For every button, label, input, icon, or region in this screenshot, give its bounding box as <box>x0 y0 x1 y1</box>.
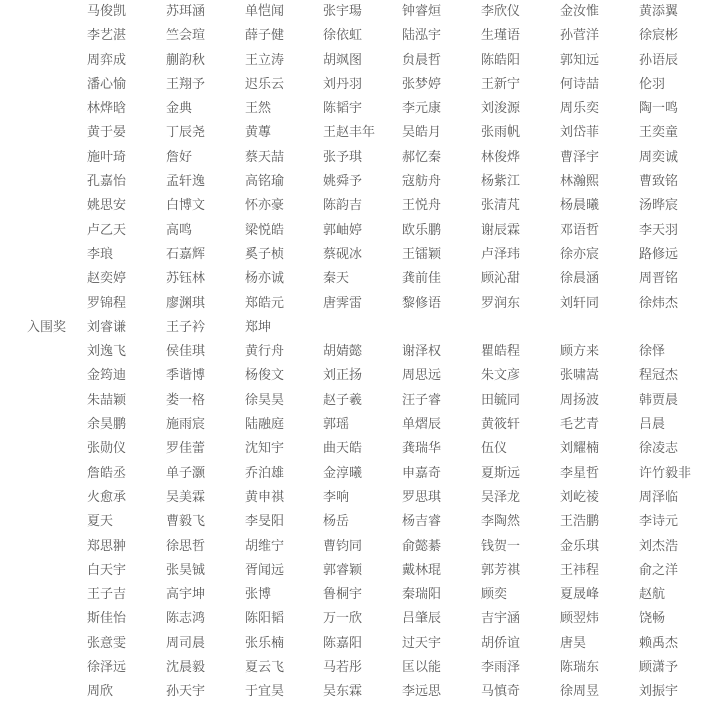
name-cell: 吕晨 <box>639 417 666 433</box>
name-cell: 陈嘉阳 <box>323 635 363 651</box>
table-row <box>0 535 719 559</box>
table-row <box>0 364 719 388</box>
name-cell: 郑坤 <box>245 319 272 335</box>
name-cell: 徐周昱 <box>560 684 600 700</box>
name-cell: 刘轩同 <box>560 295 600 311</box>
name-cell: 姚思安 <box>87 198 127 214</box>
name-cell: 金淳曦 <box>323 465 363 481</box>
name-cell: 赖禹杰 <box>639 635 679 651</box>
name-cell: 顾沁甜 <box>481 271 521 287</box>
name-cell: 俞之洋 <box>639 562 679 578</box>
name-cell: 郭瑶 <box>323 417 350 433</box>
name-cell: 孙语辰 <box>639 52 679 68</box>
name-cell: 俞懿綦 <box>402 538 442 554</box>
name-cell: 饶畅 <box>639 611 666 627</box>
name-cell: 杨紫江 <box>481 174 521 190</box>
name-cell: 李艺湛 <box>87 28 127 44</box>
name-cell: 王浩鹏 <box>560 514 600 530</box>
name-cell: 曹致铭 <box>639 174 679 190</box>
name-cell: 张清芃 <box>481 198 521 214</box>
name-cell: 王奕童 <box>639 125 679 141</box>
table-row <box>0 146 719 170</box>
name-cell: 刘耀楠 <box>560 441 600 457</box>
name-cell: 张宇瑒 <box>323 4 363 19</box>
name-cell: 张昊铖 <box>166 562 206 578</box>
name-cell: 李琅 <box>87 246 114 262</box>
table-row <box>0 316 719 340</box>
name-cell: 施叶琦 <box>87 149 127 165</box>
name-cell: 龚瑞华 <box>402 441 442 457</box>
name-cell: 李天羽 <box>639 222 679 238</box>
name-cell: 贠晨哲 <box>402 52 442 68</box>
name-cell: 火愈承 <box>87 489 127 505</box>
name-cell: 王立涛 <box>245 52 285 68</box>
name-cell: 瞿皓程 <box>481 344 521 360</box>
name-cell: 毛艺青 <box>560 417 600 433</box>
name-cell: 李星哲 <box>560 465 600 481</box>
table-row <box>0 559 719 583</box>
name-cell: 刘岱菲 <box>560 125 600 141</box>
name-cell: 吴皓月 <box>402 125 442 141</box>
name-cell: 徐炜杰 <box>639 295 679 311</box>
name-cell: 欧乐鹏 <box>402 222 442 238</box>
name-cell: 吴美霖 <box>166 489 206 505</box>
name-cell: 马若彤 <box>323 660 363 676</box>
name-cell: 李雨泽 <box>481 660 521 676</box>
name-cell: 罗润东 <box>481 295 521 311</box>
name-cell: 顾潇予 <box>639 660 679 676</box>
name-cell: 张勋仪 <box>87 441 127 457</box>
name-cell: 侯佳琪 <box>166 344 206 360</box>
name-cell: 马俊凯 <box>87 4 127 19</box>
name-cell: 孙天宇 <box>166 684 206 700</box>
name-cell: 孙菅洋 <box>560 28 600 44</box>
name-cell: 刘屹祾 <box>560 489 600 505</box>
name-cell: 郭岫婷 <box>323 222 363 238</box>
name-cell: 刘振宇 <box>639 684 679 700</box>
name-cell: 李欣仪 <box>481 4 521 19</box>
name-cell: 单恺闻 <box>245 4 285 19</box>
name-cell: 谢泽权 <box>402 344 442 360</box>
name-cell: 施雨宸 <box>166 417 206 433</box>
name-cell: 周扬波 <box>560 392 600 408</box>
name-cell: 曹泽宇 <box>560 149 600 165</box>
table-row <box>0 510 719 534</box>
name-cell: 罗锦程 <box>87 295 127 311</box>
name-cell: 李元康 <box>402 101 442 117</box>
name-cell: 王镭颖 <box>402 246 442 262</box>
table-row <box>0 170 719 194</box>
name-cell: 刘杰浩 <box>639 538 679 554</box>
name-cell: 万一欣 <box>323 611 363 627</box>
name-cell: 高铭瑜 <box>245 174 285 190</box>
name-cell: 林瀚熙 <box>560 174 600 190</box>
name-cell: 丁辰尧 <box>166 125 206 141</box>
table-row <box>0 0 719 24</box>
name-cell: 周弈成 <box>87 52 127 68</box>
name-cell: 杨晨曦 <box>560 198 600 214</box>
name-cell: 何诗喆 <box>560 76 600 92</box>
table-row <box>0 292 719 316</box>
name-cell: 吴泽龙 <box>481 489 521 505</box>
name-cell: 朱喆颖 <box>87 392 127 408</box>
name-cell: 孔嘉怡 <box>87 174 127 190</box>
name-cell: 于宜昊 <box>245 684 285 700</box>
table-row <box>0 121 719 145</box>
name-cell: 廖渊琪 <box>166 295 206 311</box>
name-cell: 沈知宇 <box>245 441 285 457</box>
name-cell: 徐亦宸 <box>560 246 600 262</box>
name-cell: 秦瑞阳 <box>402 587 442 603</box>
name-cell: 张予琪 <box>323 149 363 165</box>
name-cell: 刘睿谦 <box>87 319 127 335</box>
name-cell: 张啸嵩 <box>560 368 600 384</box>
name-cell: 曲天皓 <box>323 441 363 457</box>
name-cell: 谢辰霖 <box>481 222 521 238</box>
name-cell: 程冠杰 <box>639 368 679 384</box>
name-cell: 黄蓴 <box>245 125 272 141</box>
name-cell: 苏珥涵 <box>166 4 206 19</box>
name-cell: 乔泊雄 <box>245 465 285 481</box>
name-cell: 姚舜予 <box>323 174 363 190</box>
name-cell: 罗思琪 <box>402 489 442 505</box>
name-cell: 孟轩逸 <box>166 174 206 190</box>
name-cell: 徐思哲 <box>166 538 206 554</box>
table-row <box>0 607 719 631</box>
name-cell: 郑思翀 <box>87 538 127 554</box>
name-cell: 赵奕婷 <box>87 271 127 287</box>
name-cell: 周奕诚 <box>639 149 679 165</box>
name-cell: 金筠迪 <box>87 368 127 384</box>
name-cell: 郑皓元 <box>245 295 285 311</box>
name-cell: 赵航 <box>639 587 666 603</box>
name-cell: 顾翌炜 <box>560 611 600 627</box>
name-cell: 顾奕 <box>481 587 508 603</box>
name-cell: 王然 <box>245 101 272 117</box>
name-cell: 寇舫舟 <box>402 174 442 190</box>
name-cell: 薛子健 <box>245 28 285 44</box>
table-row <box>0 389 719 413</box>
name-cell: 秦天 <box>323 271 350 287</box>
name-cell: 奚子桢 <box>245 246 285 262</box>
name-cell: 顾方来 <box>560 344 600 360</box>
name-cell: 陆融庭 <box>245 417 285 433</box>
name-cell: 夏晟峰 <box>560 587 600 603</box>
name-cell: 王新宁 <box>481 76 521 92</box>
name-cell: 单熠辰 <box>402 417 442 433</box>
name-cell: 陆泓宇 <box>402 28 442 44</box>
name-cell: 张意雯 <box>87 635 127 651</box>
name-cell: 陈瑞东 <box>560 660 600 676</box>
name-cell: 高鸣 <box>166 222 193 238</box>
table-row <box>0 437 719 461</box>
table-row <box>0 462 719 486</box>
name-cell: 生瑾语 <box>481 28 521 44</box>
name-cell: 张梦婷 <box>402 76 442 92</box>
name-cell: 余昊鹏 <box>87 417 127 433</box>
name-cell: 徐晨涵 <box>560 271 600 287</box>
name-cell: 郝忆秦 <box>402 149 442 165</box>
name-cell: 郭睿颖 <box>323 562 363 578</box>
name-cell: 龚前佳 <box>402 271 442 287</box>
table-row <box>0 73 719 97</box>
table-row <box>0 267 719 291</box>
name-cell: 林烨晗 <box>87 101 127 117</box>
table-row <box>0 24 719 48</box>
name-cell: 过天宇 <box>402 635 442 651</box>
table-row <box>0 680 719 704</box>
name-cell: 杨俊文 <box>245 368 285 384</box>
name-cell: 吉宇涵 <box>481 611 521 627</box>
name-cell: 季谐博 <box>166 368 206 384</box>
name-cell: 杨吉睿 <box>402 514 442 530</box>
name-cell: 徐怿 <box>639 344 666 360</box>
name-cell: 黄添翼 <box>639 4 679 19</box>
name-cell: 斯佳怡 <box>87 611 127 627</box>
name-cell: 苏钰林 <box>166 271 206 287</box>
table-row <box>0 656 719 680</box>
name-cell: 卢乙天 <box>87 222 127 238</box>
name-cell: 陈韵吉 <box>323 198 363 214</box>
table-row <box>0 632 719 656</box>
name-cell: 林俊烨 <box>481 149 521 165</box>
name-cell: 钟睿烜 <box>402 4 442 19</box>
name-cell: 徐宸彬 <box>639 28 679 44</box>
name-cell: 张雨帆 <box>481 125 521 141</box>
name-cell: 杨岳 <box>323 514 350 530</box>
name-cell: 王翔予 <box>166 76 206 92</box>
name-cell: 刘浚源 <box>481 101 521 117</box>
table-row <box>0 194 719 218</box>
name-cell: 竺会瑄 <box>166 28 206 44</box>
name-cell: 蔡天喆 <box>245 149 285 165</box>
name-cell: 钱贺一 <box>481 538 521 554</box>
name-cell: 夏云飞 <box>245 660 285 676</box>
name-cell: 黄筱轩 <box>481 417 521 433</box>
name-cell: 周晋铭 <box>639 271 679 287</box>
name-cell: 王悦舟 <box>402 198 442 214</box>
name-cell: 刘逸飞 <box>87 344 127 360</box>
name-cell: 朱文彦 <box>481 368 521 384</box>
name-cell: 周司晨 <box>166 635 206 651</box>
name-cell: 曹钧同 <box>323 538 363 554</box>
name-cell: 韩贾晨 <box>639 392 679 408</box>
table-row <box>0 49 719 73</box>
name-cell: 伍仪 <box>481 441 508 457</box>
name-cell: 怀亦豪 <box>245 198 285 214</box>
name-cell: 胡婧懿 <box>323 344 363 360</box>
name-cell: 邓语哲 <box>560 222 600 238</box>
table-row <box>0 219 719 243</box>
name-cell: 李诗元 <box>639 514 679 530</box>
name-cell: 梁悦皓 <box>245 222 285 238</box>
name-cell: 徐凌志 <box>639 441 679 457</box>
name-cell: 蒯韵秋 <box>166 52 206 68</box>
name-cell: 李远思 <box>402 684 442 700</box>
name-cell: 单子灏 <box>166 465 206 481</box>
name-cell: 曹毅飞 <box>166 514 206 530</box>
name-cell: 申嘉奇 <box>402 465 442 481</box>
name-cell: 伦羽 <box>639 76 666 92</box>
name-cell: 黄于晏 <box>87 125 127 141</box>
name-cell: 张乐楠 <box>245 635 285 651</box>
name-cell: 罗佳蕾 <box>166 441 206 457</box>
name-cell: 李响 <box>323 489 350 505</box>
name-cell: 陶一鸣 <box>639 101 679 117</box>
name-cell: 詹皓丞 <box>87 465 127 481</box>
name-cell: 黄申祺 <box>245 489 285 505</box>
table-row <box>0 340 719 364</box>
section-label: 入围奖 <box>27 319 67 335</box>
name-cell: 刘正扬 <box>323 368 363 384</box>
name-cell: 唐霁雷 <box>323 295 363 311</box>
name-cell: 马慎奇 <box>481 684 521 700</box>
name-cell: 周思远 <box>402 368 442 384</box>
name-cell: 杨亦诚 <box>245 271 285 287</box>
name-cell: 徐依虹 <box>323 28 363 44</box>
name-cell: 陈志鸿 <box>166 611 206 627</box>
name-cell: 唐昊 <box>560 635 587 651</box>
name-cell: 吕肇辰 <box>402 611 442 627</box>
name-cell: 陈皓阳 <box>481 52 521 68</box>
name-cell: 卢泽玮 <box>481 246 521 262</box>
name-cell: 张博 <box>245 587 272 603</box>
name-cell: 赵子羲 <box>323 392 363 408</box>
name-cell: 李旻阳 <box>245 514 285 530</box>
name-cell: 胡飒图 <box>323 52 363 68</box>
name-cell: 夏天 <box>87 514 114 530</box>
name-cell: 黎修语 <box>402 295 442 311</box>
name-cell: 白天宇 <box>87 562 127 578</box>
name-cell: 詹好 <box>166 149 193 165</box>
name-cell: 胥闻远 <box>245 562 285 578</box>
table-row <box>0 486 719 510</box>
name-cell: 金汝惟 <box>560 4 600 19</box>
name-cell: 石嘉辉 <box>166 246 206 262</box>
name-cell: 白博文 <box>166 198 206 214</box>
name-cell: 王赵丰年 <box>323 125 376 141</box>
name-cell: 夏斯远 <box>481 465 521 481</box>
name-cell: 戴林琨 <box>402 562 442 578</box>
name-cell: 金典 <box>166 101 193 117</box>
name-cell: 王子衿 <box>166 319 206 335</box>
name-cell: 潘心愉 <box>87 76 127 92</box>
table-row <box>0 97 719 121</box>
name-cell: 王子吉 <box>87 587 127 603</box>
name-cell: 周欣 <box>87 684 114 700</box>
name-cell: 郭芳祺 <box>481 562 521 578</box>
name-cell: 陈阳韬 <box>245 611 285 627</box>
name-cell: 许竹毅非 <box>639 465 692 481</box>
name-cell: 汤晔宸 <box>639 198 679 214</box>
name-cell: 胡侨谊 <box>481 635 521 651</box>
name-cell: 汪子睿 <box>402 392 442 408</box>
name-cell: 刘丹羽 <box>323 76 363 92</box>
name-cell: 徐昊昊 <box>245 392 285 408</box>
name-cell: 李陶然 <box>481 514 521 530</box>
name-cell: 沈晨毅 <box>166 660 206 676</box>
table-row <box>0 243 719 267</box>
name-cell: 路修远 <box>639 246 679 262</box>
name-cell: 黄行舟 <box>245 344 285 360</box>
name-cell: 吴东霖 <box>323 684 363 700</box>
name-cell: 迟乐云 <box>245 76 285 92</box>
name-cell: 陈韬宇 <box>323 101 363 117</box>
name-cell: 匡以能 <box>402 660 442 676</box>
name-cell: 高宇坤 <box>166 587 206 603</box>
name-cell: 周泽临 <box>639 489 679 505</box>
name-cell: 胡维宁 <box>245 538 285 554</box>
name-cell: 周乐奕 <box>560 101 600 117</box>
name-cell: 蔡砚冰 <box>323 246 363 262</box>
name-cell: 王祎程 <box>560 562 600 578</box>
name-cell: 郭知远 <box>560 52 600 68</box>
name-cell: 田毓同 <box>481 392 521 408</box>
name-cell: 金乐琪 <box>560 538 600 554</box>
name-cell: 娄一格 <box>166 392 206 408</box>
table-row <box>0 583 719 607</box>
name-cell: 徐泽远 <box>87 660 127 676</box>
name-cell: 鲁桐宇 <box>323 587 363 603</box>
table-row <box>0 413 719 437</box>
